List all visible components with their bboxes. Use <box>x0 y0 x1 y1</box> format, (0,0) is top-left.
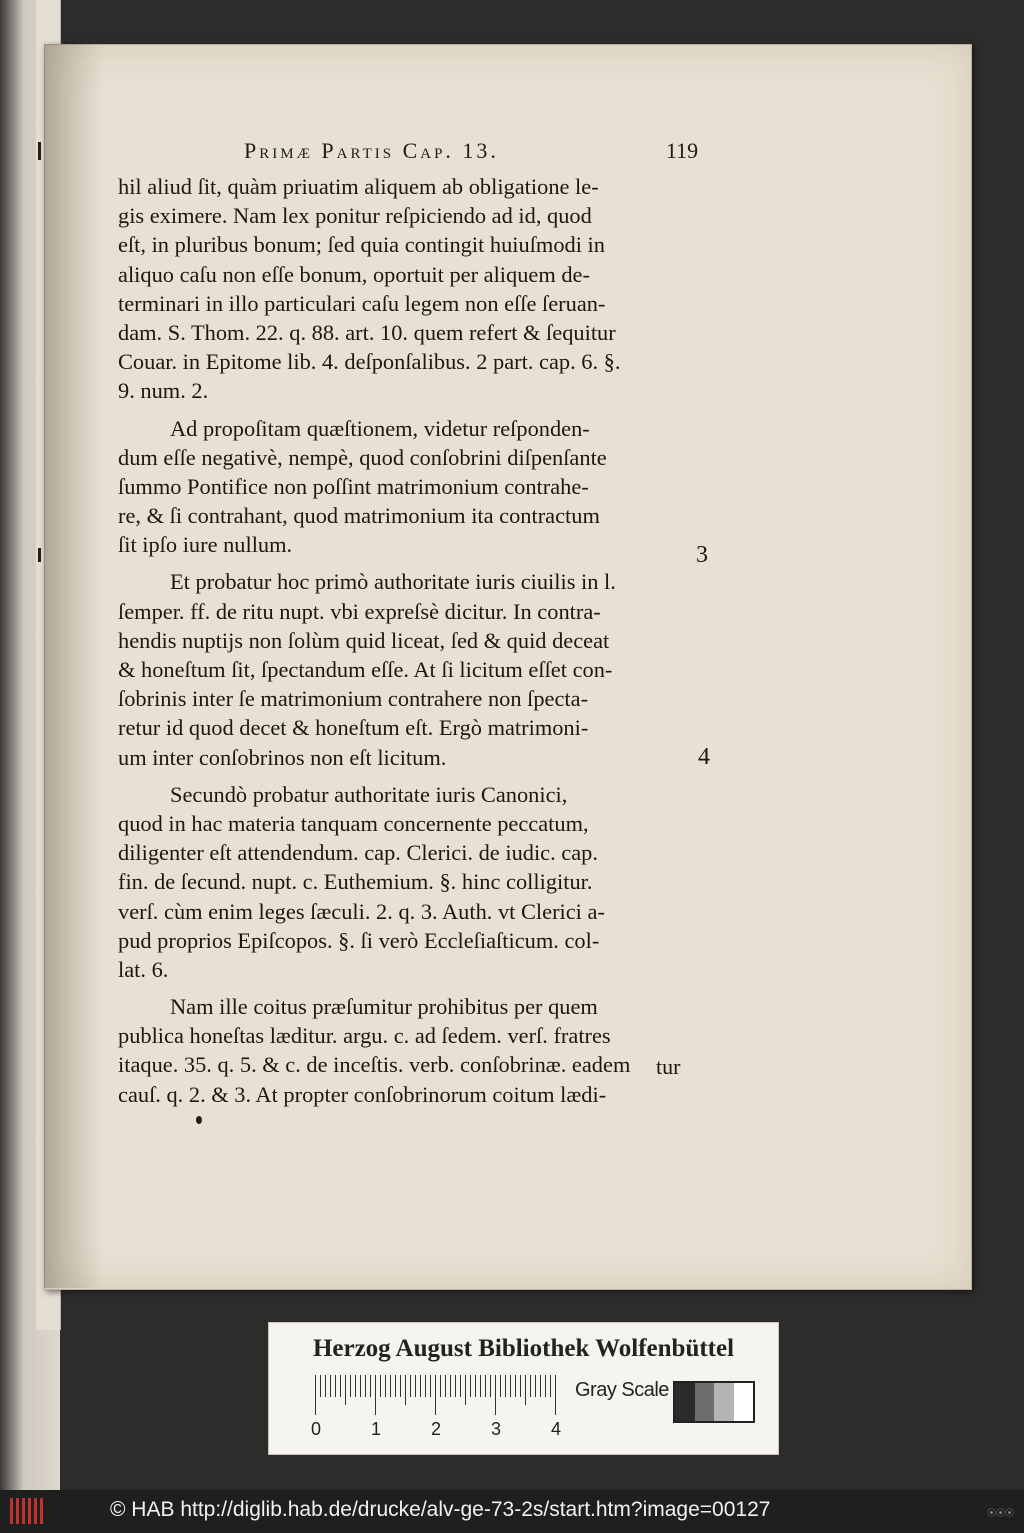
text-line: retur id quod decet & honeſtum eſt. Ergò matrimoni- <box>118 715 589 741</box>
text-line: lat. 6. <box>118 956 169 982</box>
text-line: eſt, in pluribus bonum; ſed quia contingit huiuſmodi in <box>118 232 605 258</box>
ruler-tick <box>315 1375 316 1415</box>
gray-swatch <box>675 1383 695 1421</box>
running-head <box>0 138 1024 168</box>
text-line: ſemper. ff. de ritu nupt. vbi expreſsè dicitur. In contra- <box>118 598 601 624</box>
ruler-tick <box>485 1375 486 1397</box>
text-line: Et probatur hoc primò authoritate iuris ciuilis in l. <box>170 569 616 595</box>
gray-swatch <box>734 1383 754 1421</box>
ruler-number: 3 <box>491 1419 502 1439</box>
ruler-tick <box>325 1375 326 1397</box>
text-line: hil aliud ſit, quàm priuatim aliquem ab obligatione le- <box>118 174 599 199</box>
rss-icon[interactable]: ⦿⦿⦿ <box>986 1508 1014 1518</box>
ruler-tick <box>370 1375 371 1397</box>
ruler-tick <box>505 1375 506 1397</box>
ruler-number: 0 <box>311 1419 322 1439</box>
catchword: tur <box>656 1054 681 1079</box>
gray-scale-label: Gray Scale <box>575 1379 669 1401</box>
ruler-tick <box>540 1375 541 1397</box>
ruler-tick <box>490 1375 491 1397</box>
text-line: Couar. in Epitome lib. 4. deſponſalibus. 2 part. cap. 6. §. <box>118 349 621 375</box>
ruler-tick <box>465 1375 466 1405</box>
footer-copyright-url[interactable]: © HAB http://diglib.hab.de/drucke/alv-ge-73-2s/start.htm?image=00127 <box>110 1498 771 1521</box>
ruler-tick <box>425 1375 426 1397</box>
gray-swatch <box>695 1383 715 1421</box>
text-line: ſit ipſo iure nullum. <box>118 532 293 558</box>
ruler-tick <box>450 1375 451 1397</box>
ruler-tick <box>475 1375 476 1397</box>
ruler-tick <box>375 1375 376 1415</box>
ruler-tick <box>445 1375 446 1397</box>
ruler-tick <box>405 1375 406 1405</box>
ruler-number: 4 <box>551 1419 562 1439</box>
text-line: verſ. cùm enim leges ſæculi. 2. q. 3. Auth. vt Clerici a- <box>118 898 605 924</box>
paragraph-5 <box>118 992 718 1109</box>
running-head-title: Primæ Partis Cap. 13. <box>244 138 499 163</box>
text-line: publica honeſtas læditur. argu. c. ad ſedem. verſ. fratres <box>118 1023 611 1049</box>
text-line: ſummo Pontifice non poſſint matrimonium contrahe- <box>118 473 589 499</box>
ruler-tick <box>360 1375 361 1397</box>
library-name: Herzog August Bibliothek Wolfenbüttel <box>312 1335 735 1362</box>
ruler-tick <box>395 1375 396 1397</box>
paragraph-2 <box>118 414 718 560</box>
ruler-numbers <box>307 1419 567 1443</box>
gray-scale-swatches <box>673 1381 755 1423</box>
ruler-tick <box>440 1375 441 1397</box>
page-number: 119 <box>666 138 699 163</box>
text-line: cauſ. q. 2. & 3. At propter conſobrinorum coitum lædi- <box>118 1081 607 1107</box>
ruler-tick <box>480 1375 481 1397</box>
ruler-tick <box>460 1375 461 1397</box>
ruler-tick <box>430 1375 431 1397</box>
ruler-tick <box>455 1375 456 1397</box>
gray-swatch <box>714 1383 734 1421</box>
text-line: dam. S. Thom. 22. q. 88. art. 10. quem refert & ſequitur <box>118 319 616 345</box>
ruler-tick <box>365 1375 366 1397</box>
text-line: dum eſſe negativè, nempè, quod conſobrini diſpenſante <box>118 444 607 470</box>
ruler-tick <box>380 1375 381 1397</box>
text-line: um inter conſobrinos non eſt licitum. <box>118 744 447 770</box>
ruler-number: 1 <box>371 1419 382 1439</box>
color-target-card <box>268 1322 779 1455</box>
ruler-tick <box>515 1375 516 1397</box>
text-line: fin. de ſecund. nupt. c. Euthemium. §. hinc colligitur. <box>118 869 593 895</box>
ruler-tick <box>345 1375 346 1405</box>
ruler-tick <box>435 1375 436 1415</box>
ink-spot <box>196 1116 202 1124</box>
ruler-tick <box>330 1375 331 1397</box>
text-line: Secundò probatur authoritate iuris Canonici, <box>170 781 568 807</box>
body-text <box>118 172 718 1109</box>
text-line: re, & ſi contrahant, quod matrimonium ita contractum <box>118 503 600 529</box>
text-line: pud proprios Epiſcopos. §. ſi verò Eccleſiaſticum. col- <box>118 927 600 953</box>
text-line: itaque. 35. q. 5. & c. de inceſtis. verb. conſobrinæ. eadem <box>118 1052 631 1078</box>
ruler-tick <box>550 1375 551 1397</box>
ruler-number: 2 <box>431 1419 442 1439</box>
ruler-tick <box>495 1375 496 1415</box>
ruler-tick <box>545 1375 546 1397</box>
ruler-tick <box>530 1375 531 1397</box>
ruler-tick <box>385 1375 386 1397</box>
ruler-tick <box>420 1375 421 1397</box>
text-line: Ad propoſitam quæſtionem, videtur reſponden- <box>170 415 590 441</box>
text-line: ſobrinis inter ſe matrimonium contrahere non ſpecta- <box>118 686 589 712</box>
ruler-tick <box>470 1375 471 1397</box>
ruler-tick <box>340 1375 341 1397</box>
ruler-tick <box>390 1375 391 1397</box>
text-line: quod in hac materia tanquam concernente peccatum, <box>118 810 589 836</box>
text-line: & honeſtum ſit, ſpectandum eſſe. At ſi licitum eſſet con- <box>118 657 613 682</box>
ruler-tick <box>525 1375 526 1405</box>
ruler-tick <box>410 1375 411 1397</box>
ruler-tick <box>350 1375 351 1397</box>
text-line: terminari in illo particulari caſu legem non eſſe ſeruan- <box>118 290 606 316</box>
margin-number-4: 4 <box>698 744 710 770</box>
margin-number-3: 3 <box>696 542 708 568</box>
ruler-tick <box>520 1375 521 1397</box>
text-line: Nam ille coitus præſumitur prohibitus per quem <box>170 994 598 1020</box>
ruler-tick <box>510 1375 511 1397</box>
binding-mark <box>38 548 41 562</box>
ruler-tick <box>535 1375 536 1397</box>
ruler-tick <box>320 1375 321 1397</box>
text-line: hendis nuptijs non ſolùm quid liceat, ſed & quid deceat <box>118 627 610 653</box>
scale-ruler <box>315 1375 559 1417</box>
text-line: diligenter eſt attendendum. cap. Clerici. de iudic. cap. <box>118 840 598 866</box>
hab-logo-icon <box>10 1498 44 1524</box>
ruler-tick <box>415 1375 416 1397</box>
ruler-tick <box>400 1375 401 1397</box>
text-line: 9. num. 2. <box>118 378 209 404</box>
paragraph-1 <box>118 172 718 406</box>
footer-bar <box>0 1490 1024 1533</box>
ruler-tick <box>335 1375 336 1397</box>
text-line: gis eximere. Nam lex ponitur reſpiciendo ad id, quod <box>118 203 592 229</box>
binding-mark <box>38 142 41 160</box>
ruler-tick <box>500 1375 501 1397</box>
ruler-tick <box>555 1375 556 1415</box>
paragraph-3 <box>118 567 718 771</box>
ruler-tick <box>355 1375 356 1397</box>
paragraph-4 <box>118 780 718 984</box>
text-line: aliquo caſu non eſſe bonum, oportuit per aliquem de- <box>118 261 590 287</box>
